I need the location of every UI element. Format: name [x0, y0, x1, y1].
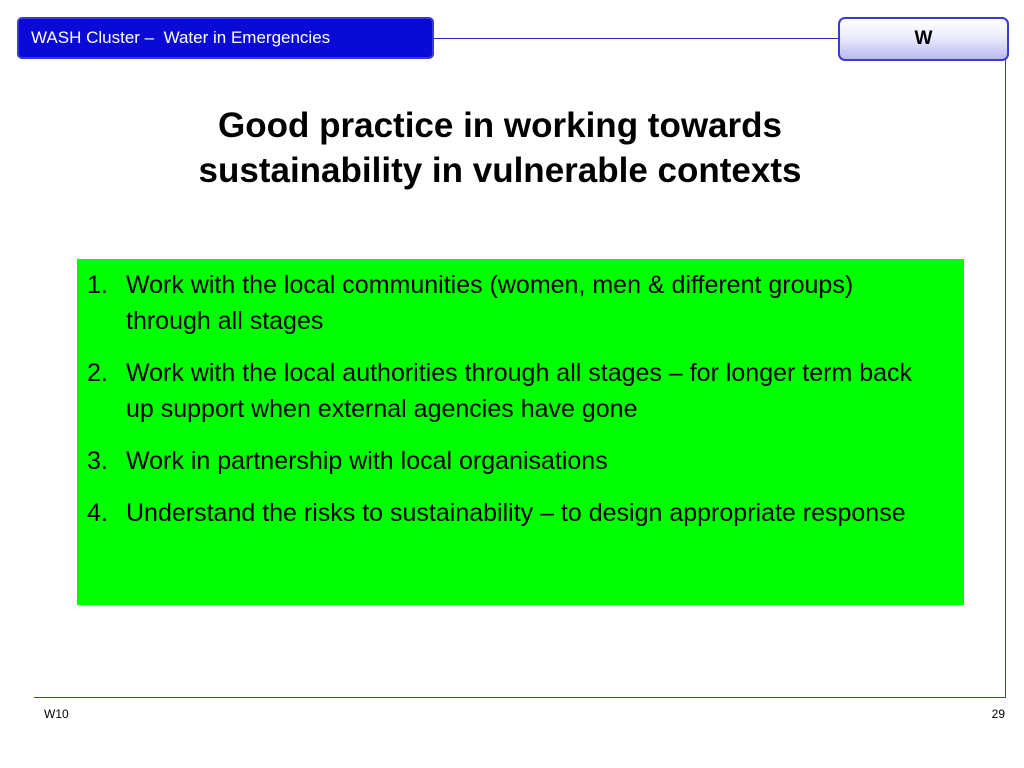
- list-item-number: 3.: [87, 447, 108, 475]
- header-rule: [434, 38, 838, 39]
- footer-module-code: W10: [44, 707, 69, 721]
- list-item: [87, 267, 936, 339]
- good-practice-box: [77, 259, 964, 605]
- list-item-text: Work in partnership with local organisations: [126, 447, 608, 475]
- slide-title-line-2: sustainability in vulnerable contexts: [198, 151, 802, 190]
- right-border-rule: [1005, 60, 1006, 697]
- footer-rule: [34, 697, 1006, 698]
- list-item-text: Work with the local communities (women, men & different groups) through all stages: [126, 271, 854, 335]
- module-code-tab: W: [838, 17, 1009, 61]
- list-item-number: 1.: [87, 271, 108, 299]
- list-item: [87, 443, 936, 479]
- page-number: 29: [991, 707, 1005, 721]
- list-item: [87, 495, 936, 531]
- good-practice-list: [87, 267, 936, 531]
- list-item-number: 2.: [87, 359, 108, 387]
- header-title-tab: WASH Cluster – Water in Emergencies: [17, 17, 434, 59]
- slide-title: [100, 103, 900, 193]
- list-item-number: 4.: [87, 499, 108, 527]
- list-item-text: Work with the local authorities through all stages – for longer term back up support when external agencies have gone: [126, 359, 913, 423]
- slide-title-line-1: Good practice in working towards: [218, 106, 782, 145]
- list-item: [87, 355, 936, 427]
- list-item-text: Understand the risks to sustainability – to design appropriate response: [126, 499, 906, 527]
